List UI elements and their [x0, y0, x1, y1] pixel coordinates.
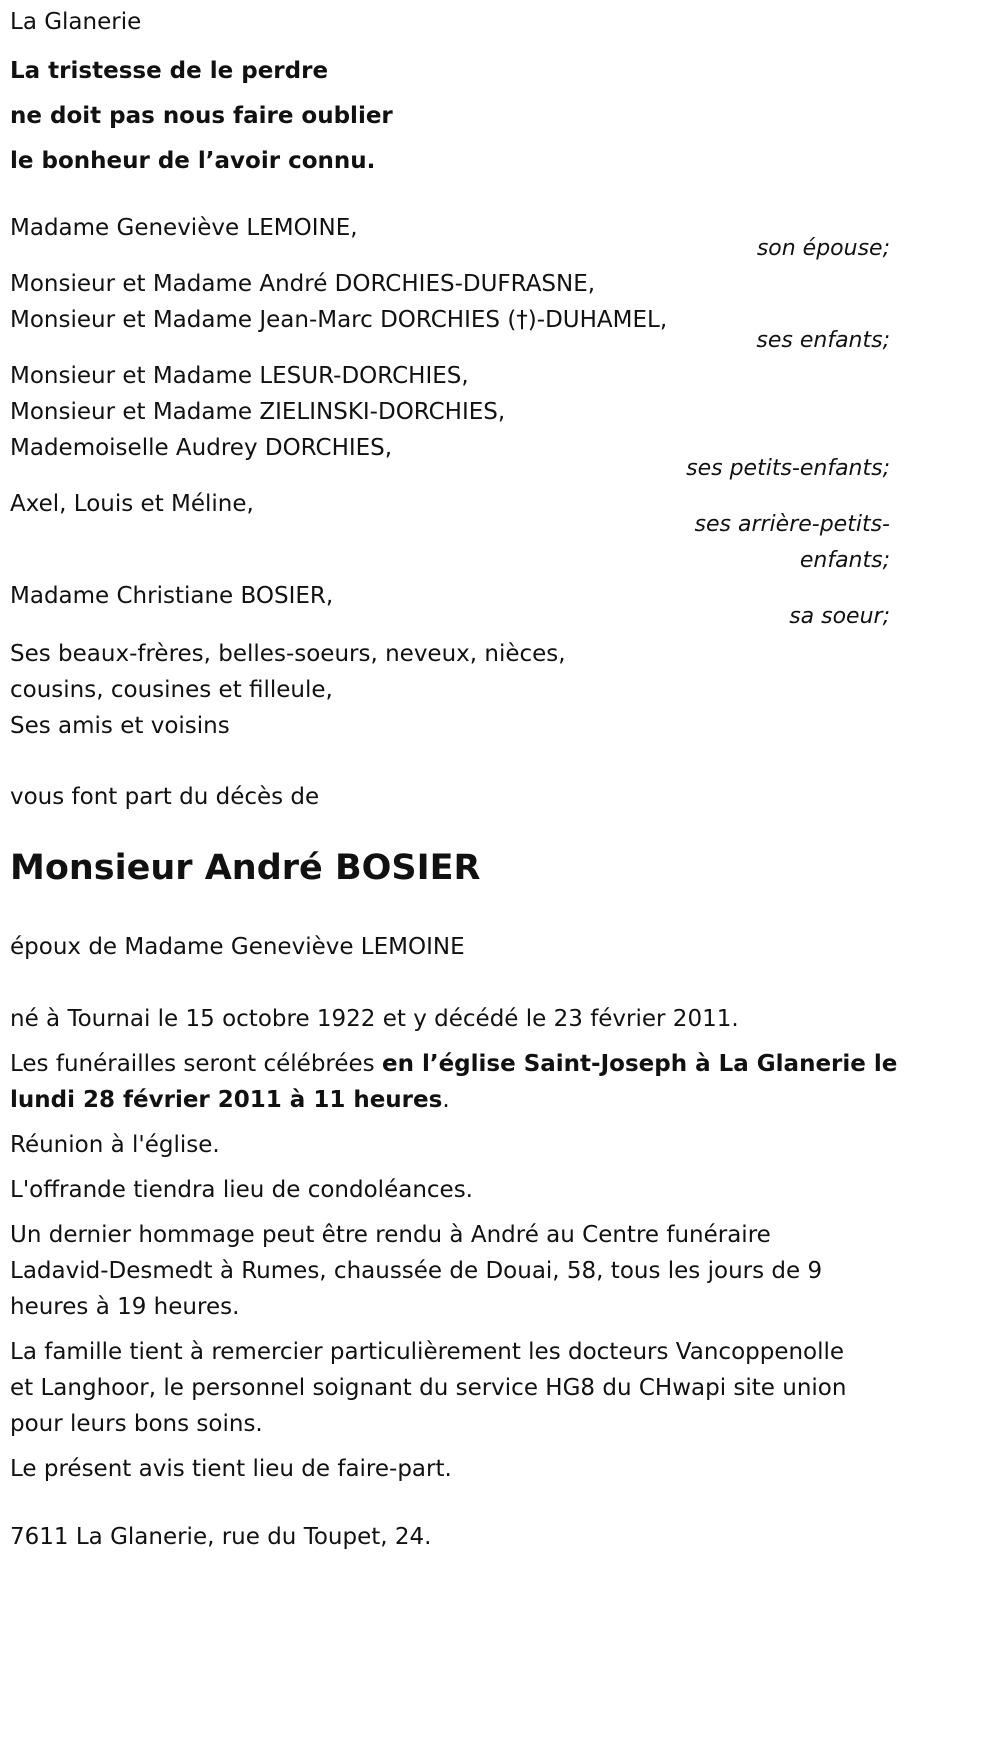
grandchild-name: Monsieur et Madame ZIELINSKI-DORCHIES, [10, 399, 506, 425]
details [10, 1001, 898, 1487]
offering-info: L'offrande tiendra lieu de condoléances. [10, 1177, 473, 1203]
quote-line: La tristesse de le perdre [10, 58, 329, 84]
address: 7611 La Glanerie, rue du Toupet, 24. [10, 1524, 432, 1550]
tribute-line: Ladavid-Desmedt à Rumes, chaussée de Douai, 58, tous les jours de 9 [10, 1258, 823, 1284]
place-header: La Glanerie [10, 9, 142, 35]
quote-line: ne doit pas nous faire oublier [10, 103, 393, 129]
spouse-name: Madame Geneviève LEMOINE, [10, 215, 358, 241]
funeral-prefix: Les funérailles seront célébrées [10, 1051, 382, 1077]
grandchildren-block [10, 358, 890, 487]
tribute-line: heures à 19 heures. [10, 1294, 240, 1320]
thanks-line: et Langhoor, le personnel soignant du service HG8 du CHwapi site union [10, 1375, 847, 1401]
child-name: Monsieur et Madame Jean-Marc DORCHIES (†)-DUHAMEL, [10, 307, 668, 333]
meeting-info: Réunion à l'église. [10, 1132, 220, 1158]
relatives-line: cousins, cousines et filleule, [10, 677, 333, 703]
sister-name: Madame Christiane BOSIER, [10, 583, 334, 609]
funeral-place: en l’église Saint-Joseph à La Glanerie le [381, 1051, 898, 1077]
great-grandchildren-block [10, 486, 890, 579]
other-relatives [10, 636, 566, 744]
funeral-info [10, 1046, 898, 1118]
notice-info: Le présent avis tient lieu de faire-part. [10, 1456, 452, 1482]
relatives-line: Ses amis et voisins [10, 713, 230, 739]
great-grandchild-names: Axel, Louis et Méline, [10, 491, 254, 517]
thanks-line: La famille tient à remercier particulièrement les docteurs Vancoppenolle [10, 1339, 845, 1365]
child-name: Monsieur et Madame André DORCHIES-DUFRASNE, [10, 271, 596, 297]
great-grandchildren-role: ses arrière-petits- [694, 512, 890, 537]
spouse-role: son épouse; [756, 236, 890, 261]
children-block [10, 266, 890, 359]
deceased-spouse: époux de Madame Geneviève LEMOINE [10, 934, 465, 960]
announcement: vous font part du décès de [10, 784, 320, 810]
relatives-line: Ses beaux-frères, belles-soeurs, neveux, nièces, [10, 641, 566, 667]
thanks-line: pour leurs bons soins. [10, 1411, 263, 1437]
great-grandchildren-role: enfants; [799, 548, 890, 573]
grandchild-name: Mademoiselle Audrey DORCHIES, [10, 435, 393, 461]
funeral-date: lundi 28 février 2011 à 11 heures [10, 1087, 443, 1113]
grandchild-name: Monsieur et Madame LESUR-DORCHIES, [10, 363, 469, 389]
funeral-suffix: . [442, 1087, 450, 1113]
quote [10, 49, 393, 184]
tribute-info [10, 1217, 890, 1325]
grandchildren-role: ses petits-enfants; [686, 456, 890, 481]
sister-role: sa soeur; [789, 604, 890, 629]
birth-death: né à Tournai le 15 octobre 1922 et y décédé le 23 février 2011. [10, 1006, 739, 1032]
spouse-block [10, 210, 890, 267]
quote-line: le bonheur de l’avoir connu. [10, 148, 376, 174]
thanks-info [10, 1334, 890, 1442]
children-role: ses enfants; [756, 328, 890, 353]
tribute-line: Un dernier hommage peut être rendu à André au Centre funéraire [10, 1222, 771, 1248]
deceased-name: Monsieur André BOSIER [10, 848, 481, 888]
sister-block [10, 578, 890, 635]
